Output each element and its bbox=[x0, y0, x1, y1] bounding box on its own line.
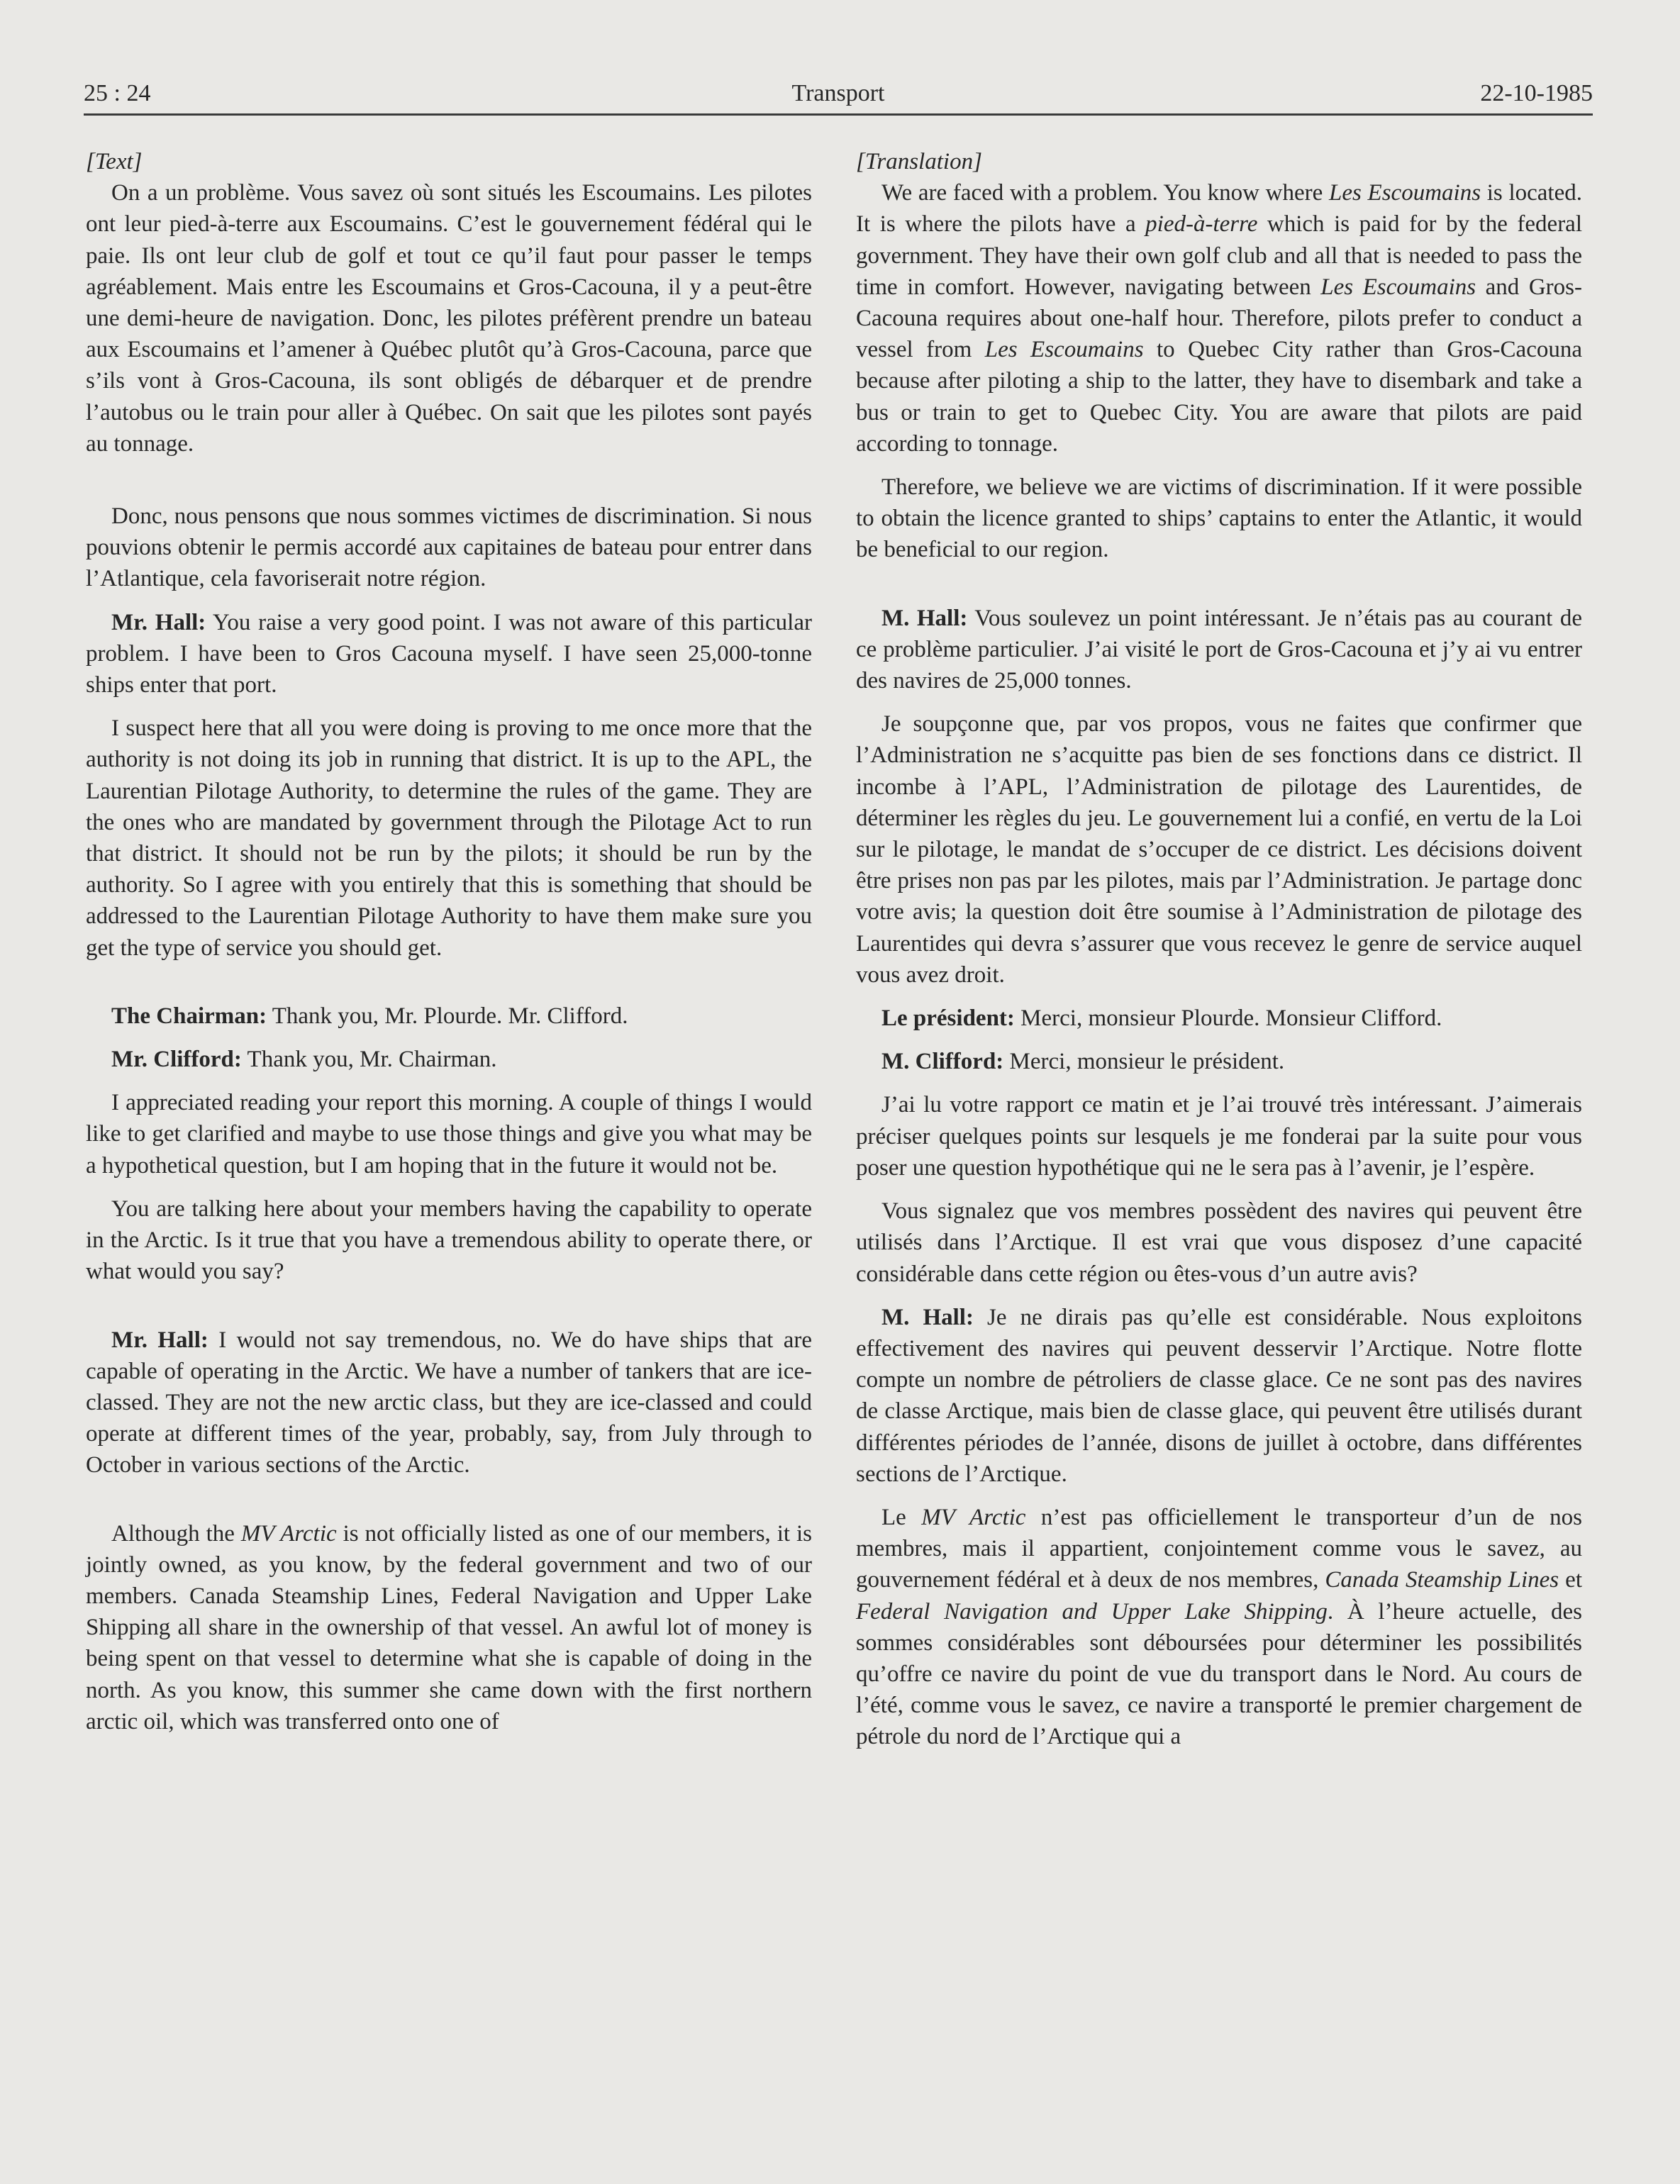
paragraph: We are faced with a problem. You know where Les Escoumains is located. It is where the pilots have a pied-à-terre which is paid for by the federal government. They have their own golf club and all that is needed to pass the time in comfort. However, navigating between Les Escoumains and Gros-Cacouna requires about one-half hour. Therefore, pilots prefer to conduct a vessel from Les Escoumains to Quebec City rather than Gros-Cacouna because after piloting a ship to the latter, they have to disembark and take a bus or train to get to Quebec City. You are aware that pilots are paid according to tonnage. bbox=[856, 180, 1582, 457]
speaker-paragraph bbox=[856, 1003, 1582, 1034]
speaker-name: Mr. Clifford: bbox=[111, 1047, 242, 1073]
paragraph: Le MV Arctic n’est pas officiellement le transporteur d’un de nos membres, mais il appartient, conjointement comme vous le savez, au gouvernement fédéral et à deux de nos membres, Canada Steamship Lines et Federal Navigation and Upper Lake Shipping. À l’heure actuelle, des sommes considérables sont déboursées pour déterminer les possibilités qu’offre ce navire du point de vue du transport dans le Nord. Au cours de l’été, comme vous le savez, ce navire a transporté le premier chargement de pétrole du nord de l’Arctique qui a bbox=[856, 1504, 1583, 1750]
paragraph: J’ai lu votre rapport ce matin et je l’ai trouvé très intéressant. J’aimerais préciser quelques points sur lesquels je me fonderai par la suite pour vous poser une question hypothétique qui ne le sera pas à l’avenir, je l’espère. bbox=[856, 1092, 1582, 1181]
paragraph: Vous signalez que vos membres possèdent des navires qui peuvent être utilisés dans l’Arctique. Il est vrai que vous disposez d’une capacité considérable dans cette région ou êtes-vous d’un autre avis? bbox=[856, 1198, 1582, 1287]
header-date: 22-10-1985 bbox=[1480, 80, 1593, 106]
vessel-name: MV Arctic bbox=[240, 1520, 337, 1547]
speaker-paragraph bbox=[856, 1046, 1582, 1077]
paragraph: Donc, nous pensons que nous sommes victimes de discrimination. Si nous pouvions obtenir le permis accordé aux capitaines de bateau pour entrer dans l’Atlantique, cela favoriserait notre région. bbox=[86, 503, 812, 592]
paragraph: Although the MV Arctic is not officially listed as one of our members, it is jointly owned, as you know, by the federal government and two of our members. Canada Steamship Lines, Federal Navigation and Upper Lake Shipping all share in the ownership of that vessel. An awful lot of money is being spent on that vessel to determine what she is capable of doing in the north. As you know, this summer she came down with the first northern arctic oil, which was transferred onto one of bbox=[86, 1520, 813, 1734]
speaker-name: Mr. Hall: bbox=[111, 1327, 208, 1353]
paragraph: Therefore, we believe we are victims of discrimination. If it were possible to obtain the licence granted to ships’ captains to enter the Atlantic, it would be beneficial to our region. bbox=[856, 474, 1582, 563]
speaker-name: The Chairman: bbox=[111, 1003, 267, 1029]
speech-text: I would not say tremendous, no. We do have ships that are capable of operating in the Arctic. We have a number of tankers that are ice-classed. They are not the new arctic class, but they are ice-classed and could operate at different times of the year, probably, say, from July through to October in various sections of the Arctic. bbox=[86, 1327, 812, 1478]
paragraph: Je soupçonne que, par vos propos, vous ne faites que confirmer que l’Administration ne s’acquitte pas bien de ses fonctions dans ce district. Il incombe à l’APL, l’Administration de pilotage des Laurentides, de déterminer les règles du jeu. Le gouvernement lui a confié, en vertu de la Loi sur le pilotage, le mandat de s’occuper de ce district. Les décisions doivent être prises non pas par les pilotes, mais par l’Administration. Je partage donc votre avis; la question doit être soumise à l’Administration de pilotage des Laurentides qui devra s’assurer que vous recevez le genre de service auquel vous avez droit. bbox=[856, 711, 1582, 988]
speech-text: Je ne dirais pas qu’elle est considérable. Nous exploitons effectivement des navires qui peuvent desservir l’Arctique. Notre flotte compte un nombre de pétroliers de classe glace. Ce ne sont pas des navires de classe Arctique, mais bien de classe glace, qui peuvent être utilisés durant différentes périodes de l’année, disons de juillet à octobre, dans différentes sections de l’Arctique. bbox=[856, 1304, 1582, 1487]
translation-label: [Translation] bbox=[856, 149, 982, 174]
speaker-name: M. Hall: bbox=[881, 1304, 974, 1330]
speaker-name: Mr. Hall: bbox=[111, 609, 206, 635]
speech-text: Merci, monsieur le président. bbox=[1003, 1049, 1285, 1075]
speech-text: Vous soulevez un point intéressant. Je n’étais pas au courant de ce problème particulier. J’ai visité le port de Gros-Cacouna et j’y ai vu entrer des navires de 25,000 tonnes. bbox=[856, 605, 1582, 694]
right-column bbox=[856, 146, 1582, 1753]
paragraph: On a un problème. Vous savez où sont situés les Escoumains. Les pilotes ont leur pied-à-terre aux Escoumains. C’est le gouvernement fédéral qui le paie. Ils ont leur club de golf et tout ce qu’il faut pour passer le temps agréablement. Mais entre les Escoumains et Gros-Cacouna, il y a peut-être une demi-heure de navigation. Donc, les pilotes préfèrent prendre un bateau aux Escoumains et l’amener à Québec plutôt qu’à Gros-Cacouna, parce que s’ils vont à Gros-Cacouna, ils sont obligés de débarquer et de prendre l’autobus ou le train pour aller à Québec. On sait que les pilotes sont payés au tonnage. bbox=[86, 180, 812, 457]
speaker-paragraph bbox=[856, 603, 1582, 697]
speaker-paragraph bbox=[86, 1001, 812, 1032]
speech-text: Thank you, Mr. Plourde. Mr. Clifford. bbox=[267, 1003, 628, 1029]
page-number: 25 : 24 bbox=[84, 80, 151, 106]
speaker-paragraph bbox=[856, 1302, 1582, 1490]
page-header bbox=[84, 77, 1593, 116]
speech-text: Merci, monsieur Plourde. Monsieur Clifford. bbox=[1014, 1005, 1442, 1032]
running-title: Transport bbox=[791, 80, 885, 106]
speech-text: You raise a very good point. I was not aware of this particular problem. I have been to Gros Cacouna myself. I have seen 25,000-tonne ships enter that port. bbox=[86, 609, 812, 698]
speaker-paragraph bbox=[86, 1325, 812, 1481]
paragraph: I appreciated reading your report this morning. A couple of things I would like to get clarified and maybe to use those things and give you what may be a hypothetical question, but I am hoping that in the future it would not be. bbox=[86, 1090, 812, 1179]
left-column bbox=[86, 146, 812, 1737]
speaker-name: Le président: bbox=[881, 1005, 1015, 1032]
paragraph: I suspect here that all you were doing is proving to me once more that the authority is not doing its job in running that district. It is up to the APL, the Laurentian Pilotage Authority, to determine the rules of the game. They are the ones who are mandated by government through the Pilotage Act to run that district. It should not be run by the pilots; it should be run by the authority. So I agree with you entirely that this is something that should be addressed to the Laurentian Pilotage Authority to have them make sure you get the type of service you should get. bbox=[86, 715, 812, 961]
speaker-paragraph bbox=[86, 607, 812, 701]
paragraph: You are talking here about your members having the capability to operate in the Arctic. Is it true that you have a tremendous ability to operate there, or what would you say? bbox=[86, 1196, 812, 1285]
speaker-paragraph bbox=[86, 1044, 812, 1075]
speaker-name: M. Hall: bbox=[881, 605, 968, 631]
speaker-name: M. Clifford: bbox=[881, 1049, 1004, 1075]
text-label: [Text] bbox=[86, 149, 143, 174]
speech-text: Thank you, Mr. Chairman. bbox=[241, 1047, 497, 1073]
